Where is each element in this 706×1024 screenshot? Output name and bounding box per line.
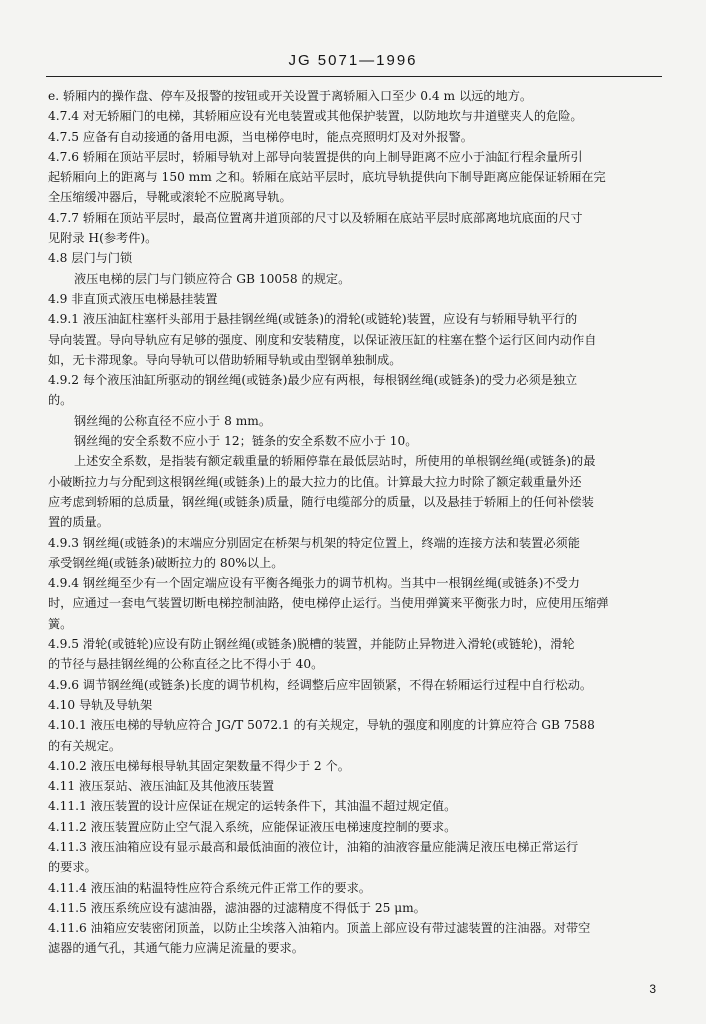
page-number: 3 bbox=[649, 982, 656, 996]
text-line: 4.11 液压泵站、液压油缸及其他液压装置 bbox=[48, 779, 275, 794]
document-body bbox=[48, 86, 664, 959]
text-line: 起轿厢向上的距离与 150 mm 之和。轿厢在底站平层时，底坑导轨提供向下制导距离应能保证轿厢在完 bbox=[48, 170, 606, 185]
text-line: 上述安全系数，是指装有额定载重量的轿厢停靠在最低层站时，所使用的单根钢丝绳(或链条)的最 bbox=[74, 454, 596, 469]
text-line: 4.9.3 钢丝绳(或链条)的末端应分别固定在桥架与机架的特定位置上，终端的连接方法和装置必须能 bbox=[48, 535, 580, 550]
text-line: 置的质量。 bbox=[48, 515, 109, 530]
text-line: 4.11.4 液压油的粘温特性应符合系统元件正常工作的要求。 bbox=[48, 880, 371, 895]
text-line: 4.9 非直顶式液压电梯悬挂装置 bbox=[48, 291, 218, 306]
text-line: 的有关规定。 bbox=[48, 738, 122, 753]
text-line: 4.7.5 应备有自动接通的备用电源，当电梯停电时，能点亮照明灯及对外报警。 bbox=[48, 129, 473, 144]
text-line: 全压缩缓冲器后，导靴或滚轮不应脱离导轨。 bbox=[48, 190, 292, 205]
text-line: 导向装置。导向导轨应有足够的强度、刚度和安装精度，以保证液压缸的柱塞在整个运行区间内动作自 bbox=[48, 332, 597, 347]
text-line: 4.9.1 液压油缸柱塞杆头部用于悬挂钢丝绳(或链条)的滑轮(或链轮)装置，应设有与轿厢导轨平行的 bbox=[48, 312, 578, 327]
text-line: 4.7.4 对无轿厢门的电梯，其轿厢应设有光电装置或其他保护装置，以防地坎与井道壁夹人的危险。 bbox=[48, 109, 583, 124]
text-line: 4.10.1 液压电梯的导轨应符合 JG/T 5072.1 的有关规定，导轨的强度和刚度的计算应符合 GB 7588 bbox=[48, 718, 595, 733]
text-line: 时，应通过一套电气装置切断电梯控制油路，使电梯停止运行。当使用弹簧来平衡张力时，应使用压缩弹 bbox=[48, 596, 609, 611]
text-line: 4.9.4 钢丝绳至少有一个固定端应设有平衡各绳张力的调节机构。当其中一根钢丝绳(或链条)不受力 bbox=[48, 576, 580, 591]
text-line: 4.11.2 液压装置应防止空气混入系统，应能保证液压电梯速度控制的要求。 bbox=[48, 819, 457, 834]
text-line: 4.11.5 液压系统应设有滤油器，滤油器的过滤精度不得低于 25 μm。 bbox=[48, 900, 426, 915]
page-header: JG 5071—1996 bbox=[288, 52, 418, 69]
text-line: 4.11.6 油箱应安装密闭顶盖，以防止尘埃落入油箱内。顶盖上部应设有带过滤装置的注油器。对带空 bbox=[48, 921, 591, 936]
text-line: 4.8 层门与门锁 bbox=[48, 251, 133, 266]
text-line: 小破断拉力与分配到这根钢丝绳(或链条)上的最大拉力的比值。计算最大拉力时除了额定载重量外还 bbox=[48, 474, 582, 489]
text-line: 的节径与悬挂钢丝绳的公称直径之比不得小于 40。 bbox=[48, 657, 324, 672]
text-line: 4.10 导轨及导轨架 bbox=[48, 697, 153, 712]
text-line: 4.7.7 轿厢在顶站平层时，最高位置离井道顶部的尺寸以及轿厢在底站平层时底部离地坑底面的尺寸 bbox=[48, 210, 583, 225]
text-line: 4.9.5 滑轮(或链轮)应设有防止钢丝绳(或链条)脱槽的装置，并能防止异物进入滑轮(或链轮)，滑轮 bbox=[48, 637, 575, 652]
text-line: 4.11.1 液压装置的设计应保证在规定的运转条件下，其油温不超过规定值。 bbox=[48, 799, 457, 814]
text-line: 液压电梯的层门与门锁应符合 GB 10058 的规定。 bbox=[74, 271, 351, 286]
text-line: 的。 bbox=[48, 393, 73, 408]
text-line: 滤器的通气孔，其通气能力应满足流量的要求。 bbox=[48, 941, 304, 956]
text-line: 钢丝绳的安全系数不应小于 12；链条的安全系数不应小于 10。 bbox=[74, 434, 418, 449]
text-line: 应考虑到轿厢的总质量，钢丝绳(或链条)质量，随行电缆部分的质量，以及悬挂于轿厢上的任何补偿装 bbox=[48, 494, 594, 509]
text-line: 簧。 bbox=[48, 616, 73, 631]
text-line: 4.9.2 每个液压油缸所驱动的钢丝绳(或链条)最少应有两根，每根钢丝绳(或链条)的受力必须是独立 bbox=[48, 373, 578, 388]
text-line: 4.10.2 液压电梯每根导轨其固定架数量不得少于 2 个。 bbox=[48, 758, 350, 773]
text-line: 的要求。 bbox=[48, 860, 97, 875]
header-rule bbox=[46, 76, 662, 77]
text-line: 4.7.6 轿厢在顶站平层时，轿厢导轨对上部导向装置提供的向上制导距离不应小于油缸行程余量所引 bbox=[48, 149, 583, 164]
text-line: 4.9.6 调节钢丝绳(或链条)长度的调节机构，经调整后应牢固锁紧，不得在轿厢运行过程中自行松动。 bbox=[48, 677, 593, 692]
text-line: 见附录 H(参考件)。 bbox=[48, 231, 158, 246]
text-line: 如，无卡滞现象。导向导轨可以借助轿厢导轨或由型钢单独制成。 bbox=[48, 352, 402, 367]
text-line: 4.11.3 液压油箱应设有显示最高和最低油面的液位计，油箱的油液容量应能满足液压电梯正常运行 bbox=[48, 839, 579, 854]
text-line: 钢丝绳的公称直径不应小于 8 mm。 bbox=[74, 413, 272, 428]
text-line: 承受钢丝绳(或链条)破断拉力的 80%以上。 bbox=[48, 555, 284, 570]
text-line: e. 轿厢内的操作盘、停车及报警的按钮或开关设置于离轿厢入口至少 0.4 m 以远的地方。 bbox=[48, 89, 533, 103]
